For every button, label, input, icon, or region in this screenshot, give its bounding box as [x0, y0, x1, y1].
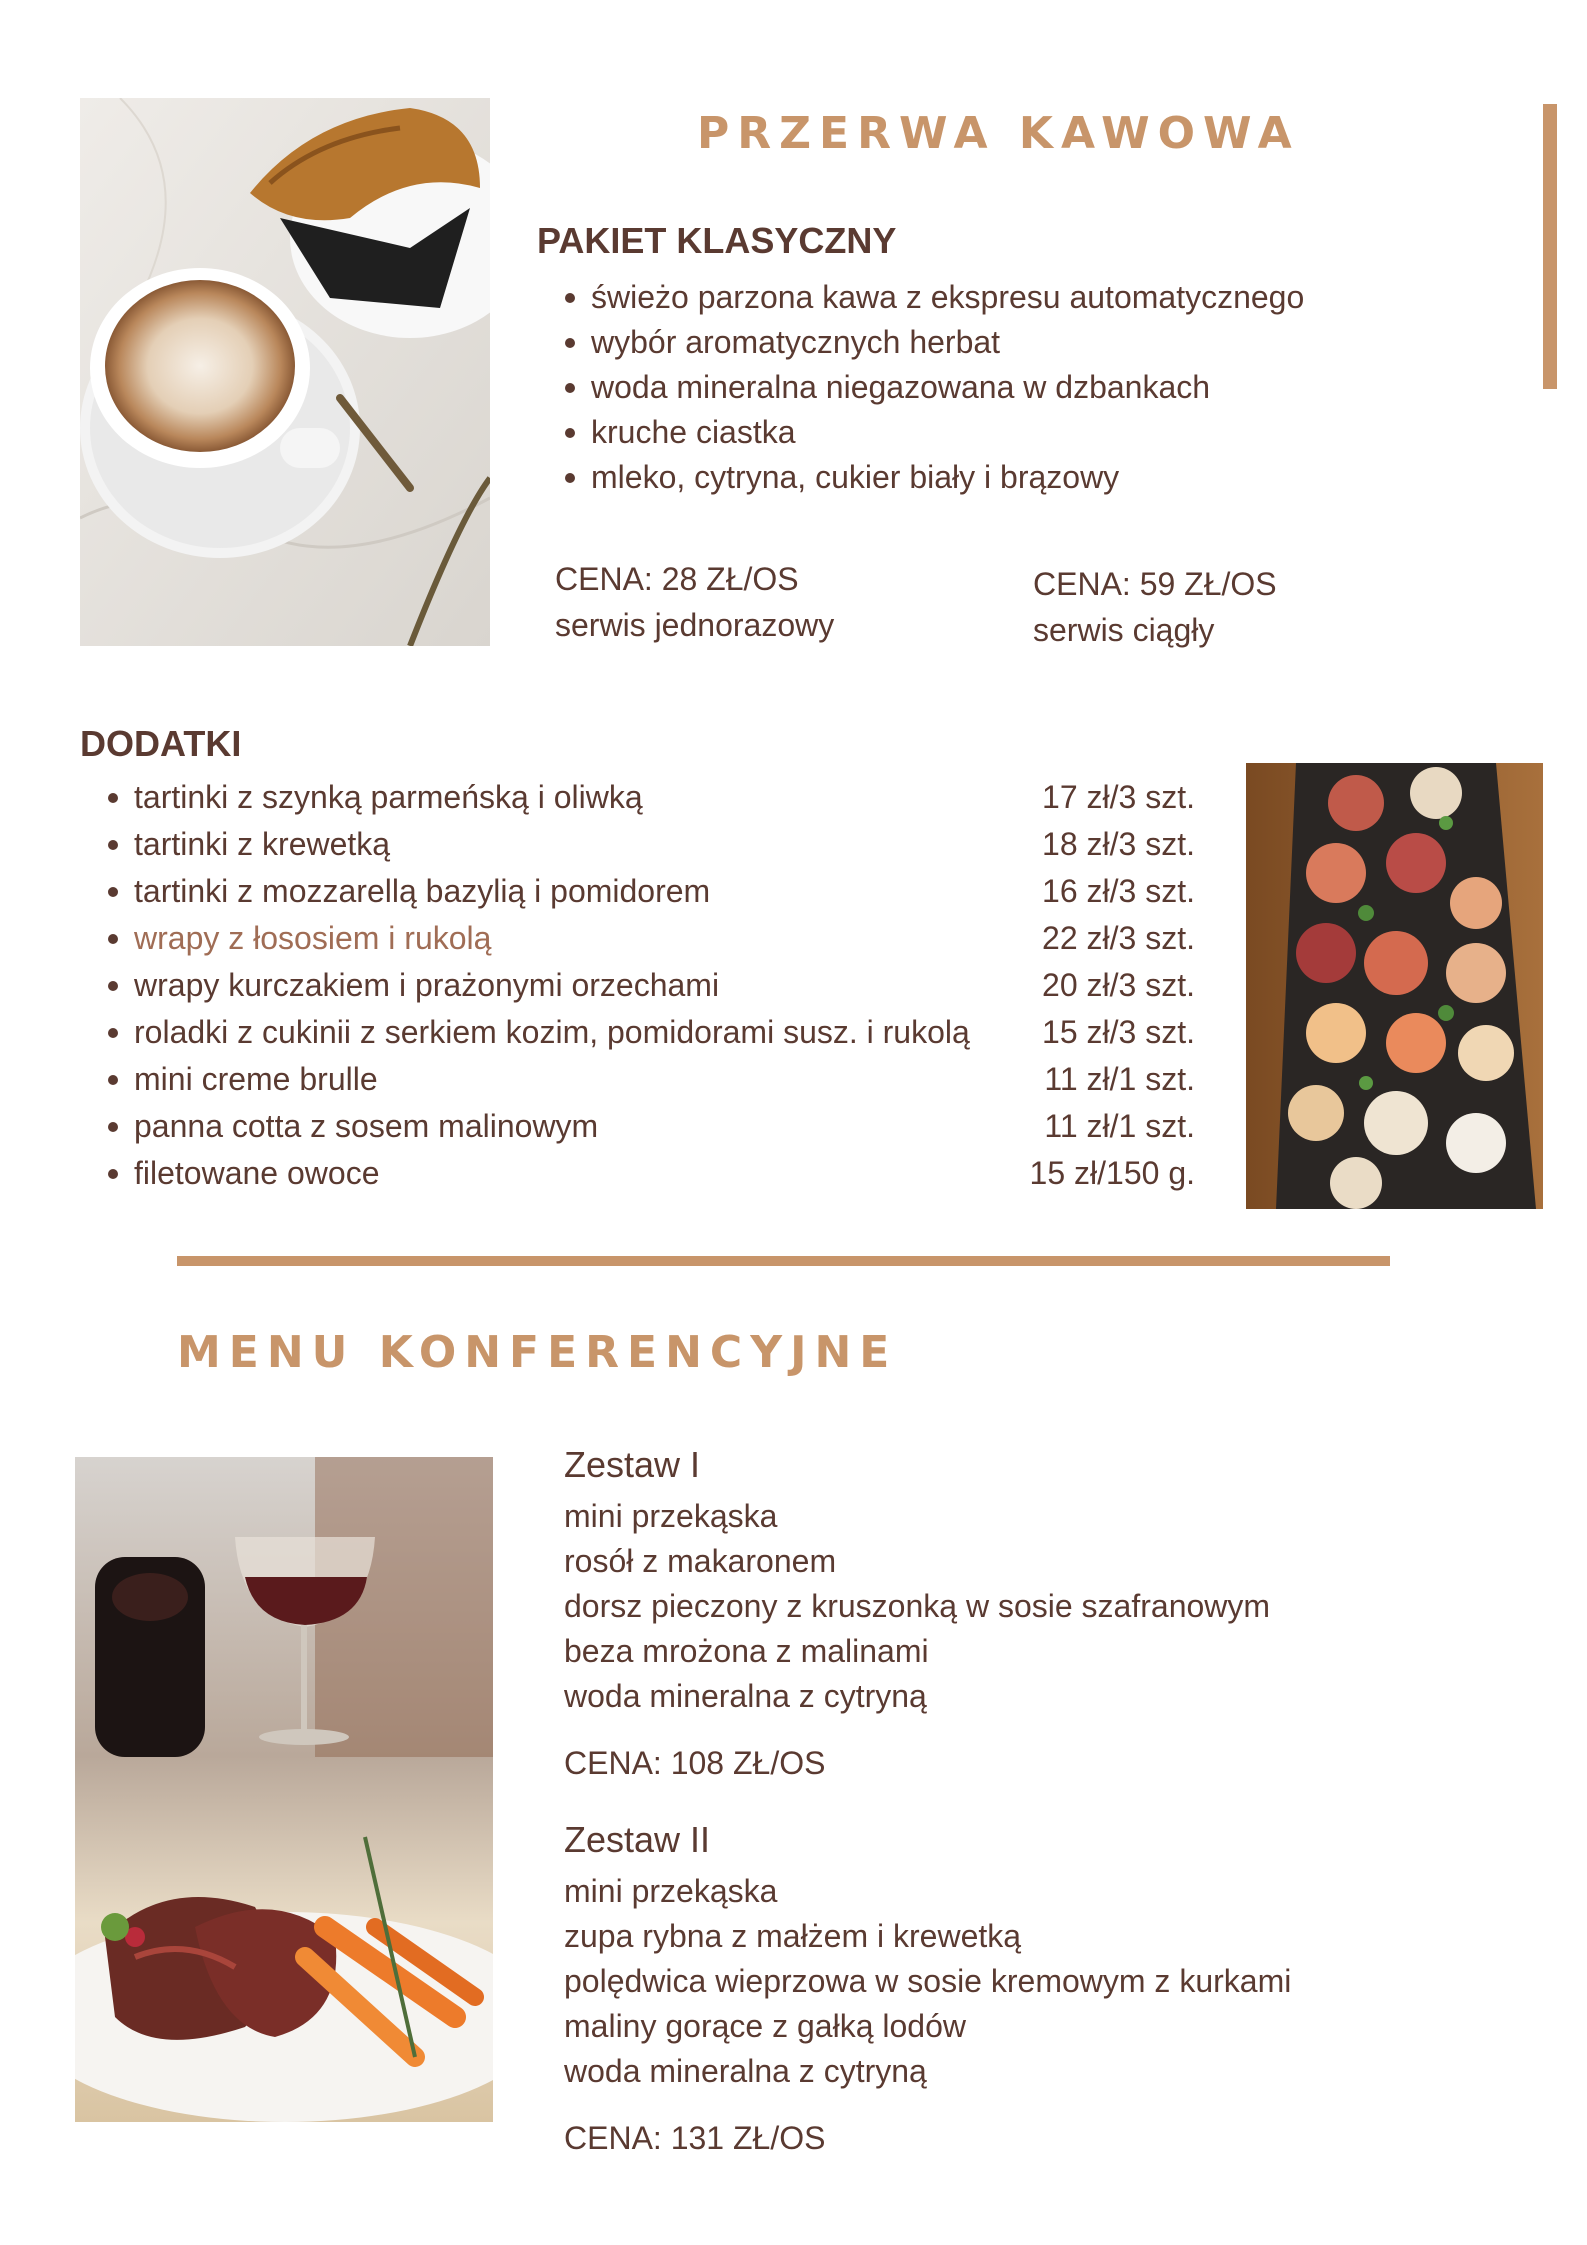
addon-price: 11 zł/1 szt.: [1044, 1061, 1195, 1097]
addons-list: [108, 774, 970, 1197]
list-item: kruche ciastka: [565, 410, 1304, 455]
list-item: tartinki z krewetką: [108, 821, 970, 868]
course-item: woda mineralna z cytryną: [564, 2053, 927, 2089]
set-title: Zestaw I: [564, 1444, 701, 1485]
addon-price: 16 zł/3 szt.: [1042, 873, 1195, 909]
service-single: serwis jednorazowy: [555, 607, 835, 643]
list-item: mleko, cytryna, cukier biały i brązowy: [565, 455, 1304, 500]
list-item: wrapy z łososiem i rukolą: [108, 915, 970, 962]
course-item: mini przekąska: [564, 1873, 778, 1909]
list-item: tartinki z mozzarellą bazylią i pomidorem: [108, 868, 970, 915]
set-two: [564, 1815, 1291, 2161]
addons-title: DODATKI: [80, 723, 242, 764]
price-continuous: CENA: 59 ZŁ/OS: [1033, 566, 1277, 602]
course-item: maliny gorące z gałką lodów: [564, 2008, 966, 2044]
addon-price: 15 zł/3 szt.: [1042, 1014, 1195, 1050]
set-price: CENA: 131 ZŁ/OS: [564, 2120, 826, 2156]
package-title: PAKIET KLASYCZNY: [537, 220, 897, 261]
set-one: [564, 1440, 1270, 1786]
list-item: wybór aromatycznych herbat: [565, 320, 1304, 365]
price-single: CENA: 28 ZŁ/OS: [555, 561, 799, 597]
addon-price: 15 zł/150 g.: [1029, 1155, 1195, 1191]
set-courses: [564, 1494, 1270, 1719]
list-item: filetowane owoce: [108, 1150, 970, 1197]
addon-price: 20 zł/3 szt.: [1042, 967, 1195, 1003]
list-item: tartinki z szynką parmeńską i oliwką: [108, 774, 970, 821]
list-item: roladki z cukinii z serkiem kozim, pomidorami susz. i rukolą: [108, 1009, 970, 1056]
addon-price: 11 zł/1 szt.: [1044, 1108, 1195, 1144]
section-divider: [177, 1256, 1390, 1266]
conference-menu-title: MENU KONFERENCYJNE: [177, 1327, 898, 1378]
course-item: mini przekąska: [564, 1498, 778, 1534]
set-courses: [564, 1869, 1291, 2094]
set-title: Zestaw II: [564, 1819, 711, 1860]
list-item: wrapy kurczakiem i prażonymi orzechami: [108, 962, 970, 1009]
coffee-photo: [80, 98, 490, 646]
list-item: woda mineralna niegazowana w dzbankach: [565, 365, 1304, 410]
coffee-break-title: PRZERWA KAWOWA: [697, 108, 1300, 159]
course-item: dorsz pieczony z kruszonką w sosie szafranowym: [564, 1588, 1271, 1624]
course-item: polędwica wieprzowa w sosie kremowym z kurkami: [564, 1963, 1292, 1999]
course-item: woda mineralna z cytryną: [564, 1678, 927, 1714]
course-item: zupa rybna z małżem i krewetką: [564, 1918, 1022, 1954]
list-item: świeżo parzona kawa z ekspresu automatycznego: [565, 275, 1304, 320]
addons-prices: [1000, 774, 1195, 1197]
package-item-list: [565, 275, 1304, 500]
course-item: rosół z makaronem: [564, 1543, 837, 1579]
addon-price: 22 zł/3 szt.: [1042, 920, 1195, 956]
list-item: panna cotta z sosem malinowym: [108, 1103, 970, 1150]
service-continuous: serwis ciągły: [1033, 612, 1215, 648]
vertical-accent-line: [1543, 104, 1557, 389]
addon-price: 18 zł/3 szt.: [1042, 826, 1195, 862]
set-price: CENA: 108 ZŁ/OS: [564, 1745, 826, 1781]
canapes-photo: [1246, 763, 1543, 1209]
list-item: mini creme brulle: [108, 1056, 970, 1103]
steak-photo: [75, 1457, 493, 2122]
addon-price: 17 zł/3 szt.: [1042, 779, 1195, 815]
course-item: beza mrożona z malinami: [564, 1633, 929, 1669]
